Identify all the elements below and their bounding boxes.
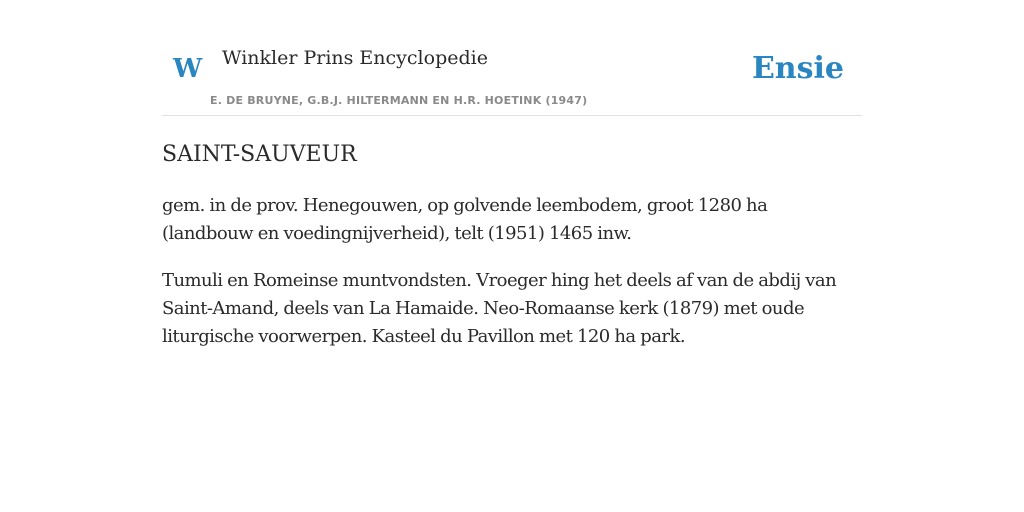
source-authors: E. DE BRUYNE, G.B.J. HILTERMANN EN H.R. HOETINK (1947) (210, 94, 588, 107)
source-title[interactable]: Winkler Prins Encyclopedie (222, 47, 488, 69)
entry-paragraph: Tumuli en Romeinse muntvondsten. Vroeger hing het deels af van de abdij van Saint-Amand, deels van La Hamaide. Neo-Romaanse kerk (1879) met oude liturgische voorwerpen. Kasteel du Pavillon met 120 ha park. (162, 270, 837, 347)
source-logo[interactable]: W (173, 54, 203, 84)
brand-logo[interactable]: Ensie (751, 51, 844, 86)
entry-body (162, 192, 862, 370)
entry-title: SAINT-SAUVEUR (162, 142, 357, 167)
entry-paragraph: gem. in de prov. Henegouwen, op golvende leembodem, groot 1280 ha (landbouw en voedingnijverheid), telt (1951) 1465 inw. (162, 195, 768, 244)
article-page (162, 0, 862, 512)
source-header (162, 0, 862, 116)
